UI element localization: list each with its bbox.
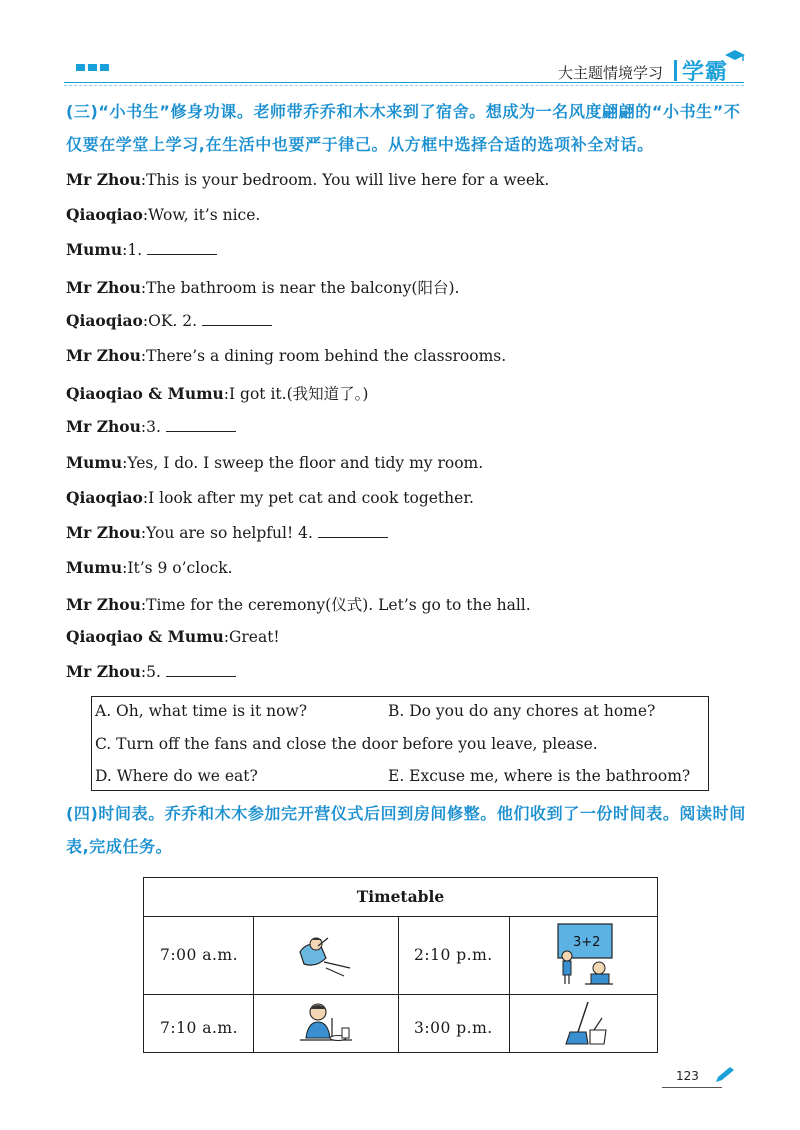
timetable-col-divider: [509, 917, 510, 1052]
header-dotted-rule: [64, 85, 744, 86]
section3-instruction: (三)“小书生”修身功课。老师带乔乔和木木来到了宿舍。想成为一名风度翩翩的“小书生”不仅要在学堂上学习,在生活中也要严于律己。从方框中选择合适的选项补全对话。: [66, 102, 741, 154]
pen-icon: [714, 1066, 736, 1084]
time-cell: 7:00 a.m.: [160, 946, 239, 964]
dialogue-line: Mumu:1.: [66, 240, 217, 259]
dialogue-line: Qiaoqiao:I look after my pet cat and cook together.: [66, 488, 474, 507]
math-class-icon: [555, 922, 615, 986]
sweeping-icon: [564, 1000, 608, 1048]
wake-up-icon: [296, 932, 354, 978]
option-c: C. Turn off the fans and close the door before you leave, please.: [95, 735, 598, 753]
footer-rule: [662, 1087, 722, 1088]
graduation-cap-icon: [724, 49, 746, 63]
timetable-title: Timetable: [144, 878, 657, 917]
option-d: D. Where do we eat?: [95, 767, 258, 785]
option-b: B. Do you do any chores at home?: [388, 702, 656, 720]
page-number: 123: [676, 1069, 699, 1083]
answer-blank-4[interactable]: [318, 523, 388, 538]
dialogue-line: Mr Zhou:This is your bedroom. You will live here for a week.: [66, 170, 550, 189]
answer-blank-2[interactable]: [202, 311, 272, 326]
svg-text:3+2: 3+2: [573, 935, 601, 950]
answer-blank-1[interactable]: [147, 240, 217, 255]
answer-blank-3[interactable]: [166, 417, 236, 432]
options-box: [91, 696, 709, 791]
timetable: [143, 877, 658, 1053]
dialogue-line: Qiaoqiao & Mumu:I got it.(我知道了。): [66, 384, 369, 403]
timetable-col-divider: [398, 917, 399, 1052]
brand-logo: 学霸: [682, 60, 729, 85]
dialogue-line: Qiaoqiao:OK. 2.: [66, 311, 272, 330]
dialogue-line: Mr Zhou:3.: [66, 417, 236, 436]
dialogue-line: Mr Zhou:You are so helpful! 4.: [66, 523, 388, 542]
breakfast-icon: [296, 1000, 354, 1050]
time-cell: 2:10 p.m.: [414, 946, 493, 964]
time-cell: 3:00 p.m.: [414, 1019, 493, 1037]
timetable-row-divider: [144, 994, 657, 995]
dialogue-line: Mr Zhou:The bathroom is near the balcony(阳台).: [66, 278, 460, 297]
time-cell: 7:10 a.m.: [160, 1019, 239, 1037]
timetable-col-divider: [253, 917, 254, 1052]
dialogue-line: Qiaoqiao & Mumu:Great!: [66, 627, 280, 646]
dialogue-line: Mr Zhou:There’s a dining room behind the classrooms.: [66, 346, 507, 365]
header-title: 大主题情境学习: [558, 64, 664, 82]
header-decoration: [76, 64, 109, 71]
option-e: E. Excuse me, where is the bathroom?: [388, 767, 691, 785]
dialogue-line: Qiaoqiao:Wow, it’s nice.: [66, 205, 261, 224]
dialogue-line: Mumu:Yes, I do. I sweep the floor and tidy my room.: [66, 453, 484, 472]
dialogue-line: Mr Zhou:Time for the ceremony(仪式). Let’s go to the hall.: [66, 595, 531, 614]
option-a: A. Oh, what time is it now?: [95, 702, 308, 720]
header-divider: [674, 60, 677, 81]
section4-instruction: (四)时间表。乔乔和木木参加完开营仪式后回到房间修整。他们收到了一份时间表。阅读时间表,完成任务。: [66, 804, 746, 856]
dialogue-line: Mr Zhou:5.: [66, 662, 236, 681]
answer-blank-5[interactable]: [166, 662, 236, 677]
dialogue-line: Mumu:It’s 9 o’clock.: [66, 558, 233, 577]
